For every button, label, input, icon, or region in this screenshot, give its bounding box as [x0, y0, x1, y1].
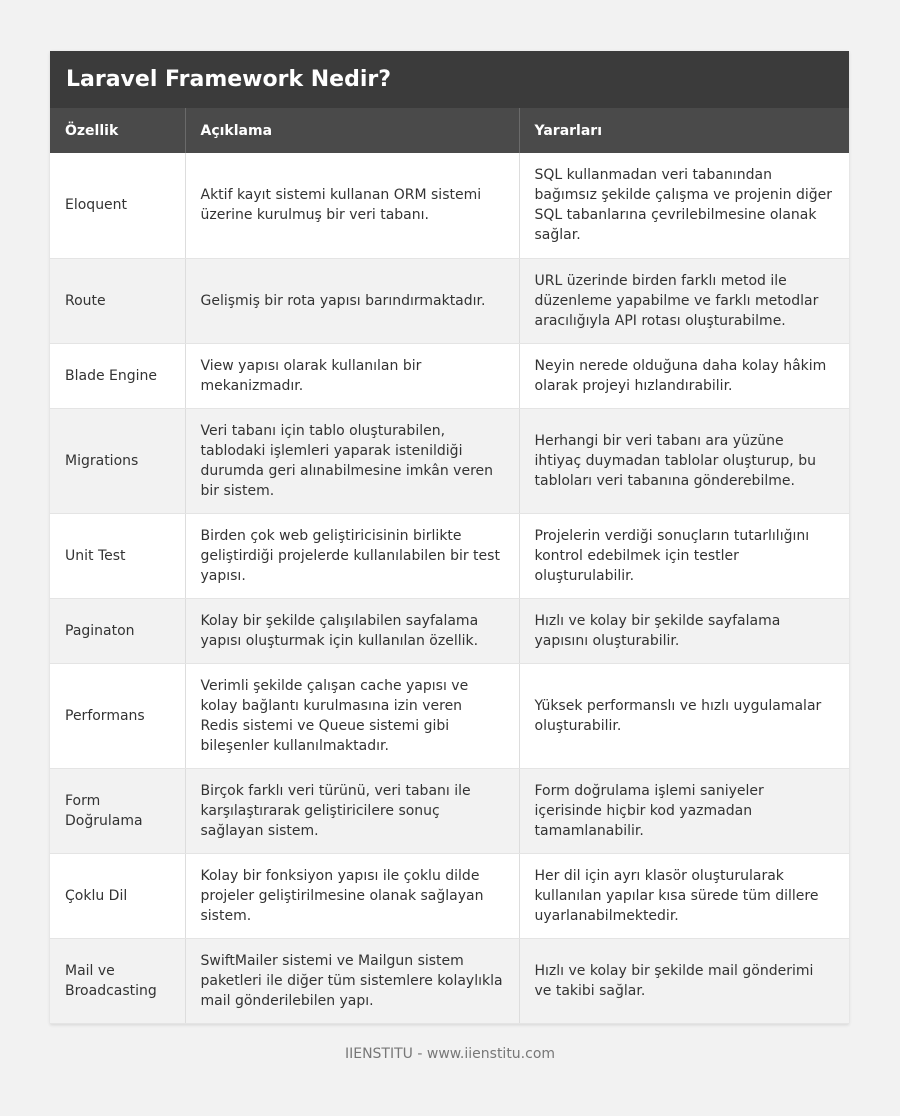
- table-row: [50, 663, 849, 768]
- header-yararlari: Yararları: [519, 108, 849, 153]
- cell-description: SwiftMailer sistemi ve Mailgun sistem paketleri ile diğer tüm sistemlere kolaylıkla mail gönderilebilen yapı.: [185, 938, 519, 1023]
- table-title: Laravel Framework Nedir?: [50, 51, 849, 108]
- cell-feature: Blade Engine: [50, 343, 185, 408]
- cell-feature: Form Doğrulama: [50, 768, 185, 853]
- cell-feature: Çoklu Dil: [50, 853, 185, 938]
- cell-benefit: Neyin nerede olduğuna daha kolay hâkim olarak projeyi hızlandırabilir.: [519, 343, 849, 408]
- cell-feature: Route: [50, 258, 185, 343]
- feature-table: [50, 108, 849, 1024]
- table-row: [50, 768, 849, 853]
- table-header-row: [50, 108, 849, 153]
- cell-description: Verimli şekilde çalışan cache yapısı ve kolay bağlantı kurulmasına izin veren Redis sistemi ve Queue sistemi gibi bileşenler kullanılmaktadır.: [185, 663, 519, 768]
- footer-credit: IIENSTITU - www.iienstitu.com: [344, 1046, 556, 1062]
- cell-description: Birçok farklı veri türünü, veri tabanı ile karşılaştırarak geliştiricilere sonuç sağlayan sistem.: [185, 768, 519, 853]
- cell-description: Birden çok web geliştiricisinin birlikte geliştirdiği projelerde kullanılabilen bir test yapısı.: [185, 513, 519, 598]
- cell-benefit: SQL kullanmadan veri tabanından bağımsız şekilde çalışma ve projenin diğer SQL tabanlarına çevrilebilmesine olanak sağlar.: [519, 153, 849, 258]
- cell-benefit: Herhangi bir veri tabanı ara yüzüne ihtiyaç duymadan tablolar oluşturup, bu tabloları veri tabanına gönderebilme.: [519, 408, 849, 513]
- cell-benefit: Yüksek performanslı ve hızlı uygulamalar oluşturabilir.: [519, 663, 849, 768]
- cell-description: Kolay bir fonksiyon yapısı ile çoklu dilde projeler geliştirilmesine olanak sağlayan sistem.: [185, 853, 519, 938]
- cell-benefit: Form doğrulama işlemi saniyeler içerisinde hiçbir kod yazmadan tamamlanabilir.: [519, 768, 849, 853]
- cell-description: Gelişmiş bir rota yapısı barındırmaktadır.: [185, 258, 519, 343]
- table-row: [50, 408, 849, 513]
- table-row: [50, 513, 849, 598]
- header-ozellik: Özellik: [50, 108, 185, 153]
- cell-feature: Migrations: [50, 408, 185, 513]
- table-row: [50, 258, 849, 343]
- cell-benefit: Her dil için ayrı klasör oluşturularak kullanılan yapılar kısa sürede tüm dillere uyarlanabilmektedir.: [519, 853, 849, 938]
- table-row: [50, 938, 849, 1023]
- header-aciklama: Açıklama: [185, 108, 519, 153]
- cell-feature: Eloquent: [50, 153, 185, 258]
- cell-description: View yapısı olarak kullanılan bir mekanizmadır.: [185, 343, 519, 408]
- table-row: [50, 153, 849, 258]
- cell-description: Veri tabanı için tablo oluşturabilen, tablodaki işlemleri yaparak istenildiği durumda geri alınabilmesine imkân veren bir sistem.: [185, 408, 519, 513]
- cell-benefit: URL üzerinde birden farklı metod ile düzenleme yapabilme ve farklı metodlar aracılığıyla API rotası oluşturabilme.: [519, 258, 849, 343]
- table-row: [50, 598, 849, 663]
- cell-benefit: Projelerin verdiği sonuçların tutarlılığını kontrol edebilmek için testler oluşturulabilir.: [519, 513, 849, 598]
- table-row: [50, 343, 849, 408]
- cell-feature: Mail ve Broadcasting: [50, 938, 185, 1023]
- cell-feature: Paginaton: [50, 598, 185, 663]
- cell-description: Kolay bir şekilde çalışılabilen sayfalama yapısı oluşturmak için kullanılan özellik.: [185, 598, 519, 663]
- cell-benefit: Hızlı ve kolay bir şekilde mail gönderimi ve takibi sağlar.: [519, 938, 849, 1023]
- cell-feature: Performans: [50, 663, 185, 768]
- table-row: [50, 853, 849, 938]
- cell-description: Aktif kayıt sistemi kullanan ORM sistemi üzerine kurulmuş bir veri tabanı.: [185, 153, 519, 258]
- table-card: [50, 51, 849, 1024]
- cell-feature: Unit Test: [50, 513, 185, 598]
- cell-benefit: Hızlı ve kolay bir şekilde sayfalama yapısını oluşturabilir.: [519, 598, 849, 663]
